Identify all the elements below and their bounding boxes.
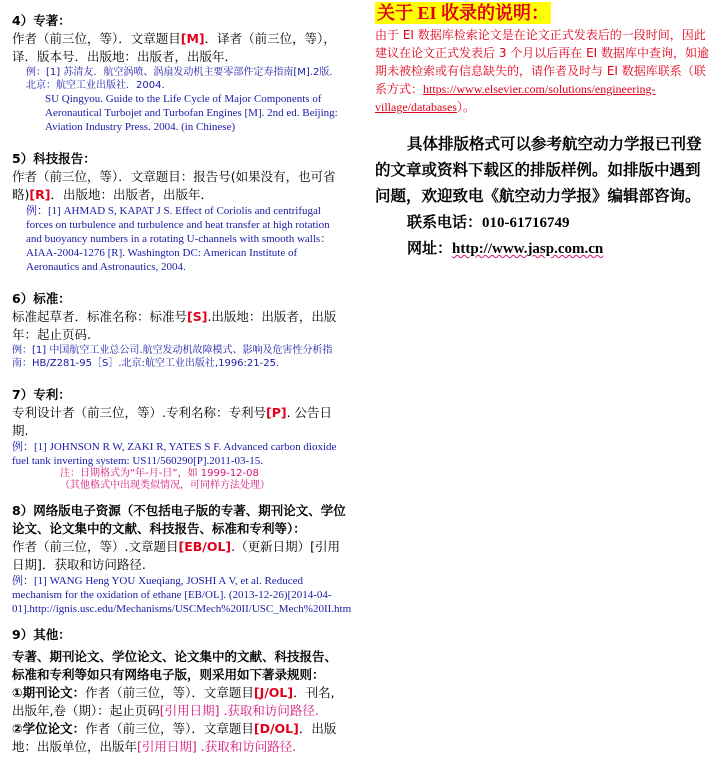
section-7-example: 例：[1] JOHNSON R W, ZAKI R, YATES S F. Advanced carbon dioxide fuel tank inverting system: US11/560290[P].2011-03-15.: [12, 441, 337, 467]
elsevier-link[interactable]: https://www.elsevier.com/solutions/engineering-village/databases: [375, 82, 656, 114]
section-7-heading: 7）专利：: [12, 387, 71, 402]
rule-2-label: ②学位论文：: [12, 721, 86, 736]
section-4-example: 例：[1] 苏清友．航空涡喷、涡扇发动机主要零部件定寿指南[M].2版．北京：航空工业出版社．2004．: [26, 67, 340, 91]
reference-format-column: [12, 8, 352, 756]
website-link[interactable]: http://www.jasp.com.cn: [452, 241, 604, 257]
section-5-example: 例：[1] AHMAD S, KAPAT J S. Effect of Coriolis and centrifugal forces on turbulence and turbulence and heat transfer at high rotation and buoyancy numbers in a rotating U-channels with smooth walls：AIAA-2004-1276 [R]. Washington DC: American Institute of Aeronautics and Astronautics, 2004.: [26, 205, 332, 273]
ei-notice-body: 由于 EI 数据库检索论文是在论文正式发表后的一段时间，因此建议在论文正式发表后 3 个月以后再在 EI 数据库中查询，如逾期未被检索或有信息缺失的，请作者及时与 EI 数据库联系（联系方式：https://www.elsevier.com/solutions/engineering-village/databases）。: [375, 28, 710, 114]
section-6-heading: 6）标准：: [12, 291, 71, 306]
ei-info-column: [375, 2, 710, 262]
section-8-example: 例：[1] WANG Heng YOU Xueqiang, JOSHI A V, et al. Reduced mechanism for the oxidation of ethane [EB/OL]. (2013-12-26)[2014-04-01].http://ignis.usc.edu/Mechanisms/USCMech%20II/USC_Mech%20II.htm: [12, 575, 352, 615]
contact-phone: 联系电话：010-61716749: [407, 215, 570, 231]
date-format-note-extra: （其他格式中出现类似情况，可同样方法处理）: [60, 480, 270, 491]
section-4-example-en: SU Qingyou. Guide to the Life Cycle of Major Components of Aeronautical Turbojet and Turbofan Engines [M]. 2nd ed. Beijing: Aviation Industry Press. 2004. (in Chinese): [45, 93, 338, 133]
date-format-note: 注：日期格式为“年-月-日”，如 1999-12-08: [60, 468, 259, 479]
example-label: 例：: [26, 205, 48, 217]
section-8-heading: 8）网络版电子资源（不包括电子版的专著、期刊论文、学位论文、论文集中的文献、科技报告、标准和专利等）：: [12, 503, 346, 536]
type-tag-j-ol: [J/OL]: [253, 685, 294, 700]
type-tag-m: [M]: [180, 31, 205, 46]
ei-notice-title: 关于 EI 收录的说明：: [377, 3, 550, 23]
section-9-intro: 专著、期刊论文、学位论文、论文集中的文献、科技报告、标准和专利等如只有网络电子版，则采用如下著录规则：: [12, 649, 338, 682]
example-label: 例：: [12, 441, 34, 453]
section-4-format: 作者（前三位，等）．文章题目[M]．译者（前三位，等），译．版本号．出版地：出版者，出版年．: [12, 31, 336, 64]
contact-website: 网址：http://www.jasp.com.cn: [407, 241, 604, 257]
section-9-heading: 9）其他：: [12, 627, 71, 642]
section-7-format: 专利设计者（前三位，等）.专利名称：专利号[P]. 公告日期.: [12, 405, 333, 438]
type-tag-r: [R]: [29, 187, 51, 202]
example-label: 例：: [12, 575, 34, 587]
section-4-heading: 4）专著：: [12, 13, 71, 28]
rule-thesis-online: ②学位论文：作者（前三位，等）．文章题目[D/OL]．出版地：出版单位，出版年[引用日期] .获取和访问路径.: [12, 721, 337, 754]
example-label: 例：: [26, 67, 46, 78]
section-6-example: 例：[1] 中国航空工业总公司.航空发动机故障模式、影响及危害性分析指南：HB/Z281-95［S］.北京:航空工业出版社,1996:21-25.: [12, 345, 333, 369]
type-tag-eb-ol: [EB/OL]: [178, 539, 232, 554]
rule-1-label: ①期刊论文：: [12, 685, 86, 700]
type-tag-d-ol: [D/OL]: [253, 721, 299, 736]
section-6-format: 标准起草者．标准名称：标准号[S].出版地：出版者，出版年：起止页码.: [12, 309, 337, 342]
rule-journal-online: ①期刊论文：作者（前三位，等）．文章题目[J/OL]．刊名, 出版年,卷（期）：起止页码[引用日期] .获取和访问路径.: [12, 685, 335, 718]
section-5-heading: 5）科技报告：: [12, 151, 96, 166]
section-5-format: 作者（前三位，等）．文章题目：报告号(如果没有，也可省略)[R]．出版地：出版者，出版年．: [12, 169, 336, 202]
phone-number: 010-61716749: [482, 215, 570, 231]
section-8-format: 作者（前三位，等）.文章题目[EB/OL].（更新日期）[引用日期]．获取和访问路径.: [12, 539, 340, 572]
type-tag-s: [S]: [187, 309, 208, 324]
example-label: 例：: [12, 345, 32, 356]
layout-reference-paragraph: 具体排版格式可以参考航空动力学报已刊登的文章或资料下载区的排版样例。如排版中遇到问题，欢迎致电《航空动力学报》编辑部咨询。: [375, 136, 702, 205]
type-tag-p: [P]: [265, 405, 287, 420]
